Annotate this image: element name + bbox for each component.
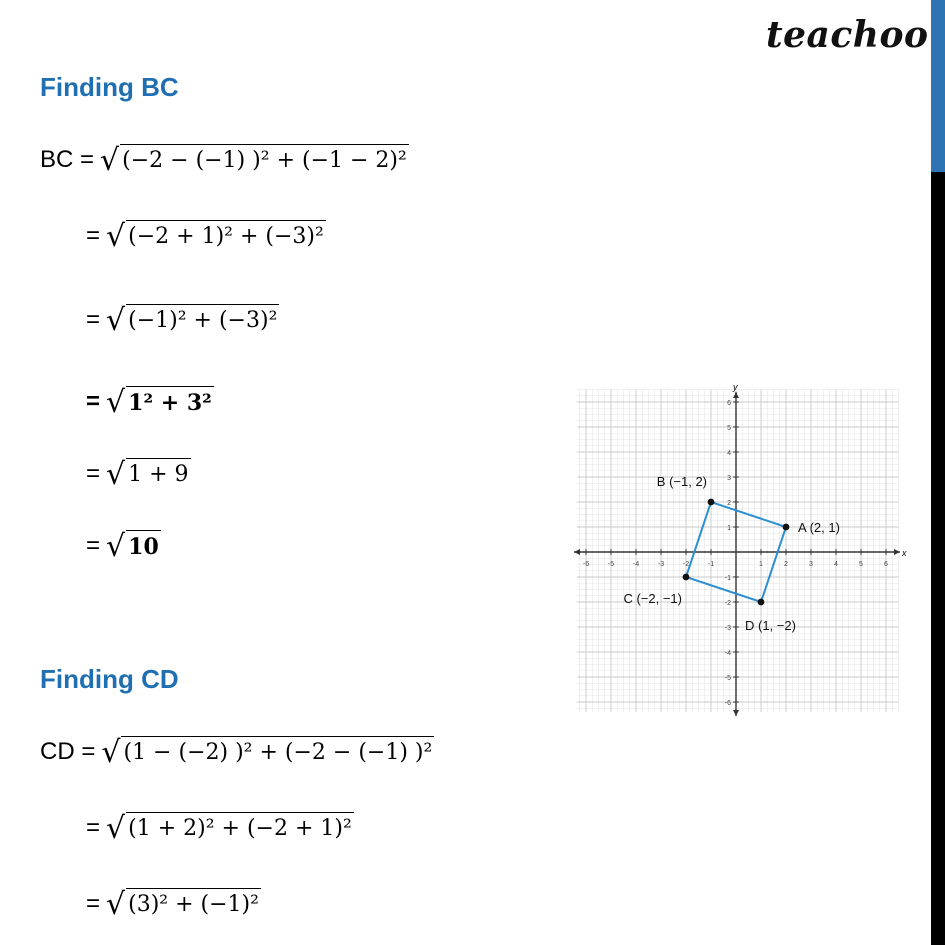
y-tick-label: -2 xyxy=(724,600,731,607)
y-axis-label: y xyxy=(733,382,738,392)
y-axis-arrow-down xyxy=(733,710,739,716)
bc-step-5: = √ 1 + 9 xyxy=(86,457,189,492)
sqrt: √ (3)² + (−1)² xyxy=(106,887,259,922)
sqrt: √ 𝟏² + 𝟑² xyxy=(106,385,212,420)
coordinate-graph xyxy=(570,382,910,722)
x-tick-label: -5 xyxy=(607,561,615,568)
sqrt: √ (1 + 2)² + (−2 + 1)² xyxy=(106,811,352,846)
x-tick-label: -2 xyxy=(682,561,690,568)
cd-step-2: = √ (1 + 2)² + (−2 + 1)² xyxy=(86,811,352,846)
y-tick-label: 6 xyxy=(727,400,731,407)
bc-step-1 xyxy=(40,142,409,177)
sqrt: √ (1 − (−2) )² + (−2 − (−1) )² xyxy=(101,735,433,770)
y-tick-label: -6 xyxy=(724,700,731,707)
y-tick-label: -3 xyxy=(724,625,731,632)
x-tick-label: -4 xyxy=(632,561,640,568)
y-tick-label: 4 xyxy=(727,450,731,457)
x-tick-label: 1 xyxy=(759,561,763,568)
cd-step-1 xyxy=(40,734,434,769)
heading-finding-bc: Finding BC xyxy=(40,72,179,102)
x-tick-label: 5 xyxy=(859,561,863,568)
x-tick-label: -6 xyxy=(582,561,590,568)
x-tick-label: 3 xyxy=(809,561,813,568)
cd-label: CD = xyxy=(40,738,96,765)
point-B xyxy=(708,499,715,506)
bc-label: BC = xyxy=(40,146,95,173)
bc-step-3: = √ (−1)² + (−3)² xyxy=(86,303,278,338)
x-tick-label: -1 xyxy=(707,561,715,568)
sqrt: √ 1 + 9 xyxy=(106,457,189,492)
x-tick-label: 6 xyxy=(884,561,888,568)
y-tick-label: -4 xyxy=(724,650,731,657)
cd-step-3: = √ (3)² + (−1)² xyxy=(86,887,259,922)
point-A xyxy=(783,524,790,531)
y-tick-label: 3 xyxy=(727,475,731,482)
scroll-thumb[interactable] xyxy=(931,0,945,172)
y-tick-label: 1 xyxy=(727,525,731,532)
sqrt: √ (−2 + 1)² + (−3)² xyxy=(106,219,324,254)
heading-finding-cd: Finding CD xyxy=(40,664,179,694)
x-tick-label: 4 xyxy=(834,561,838,568)
sqrt: √ 𝟏𝟎 xyxy=(106,529,159,564)
point-C xyxy=(683,574,690,581)
y-tick-label: -1 xyxy=(724,575,731,582)
graph-background xyxy=(577,390,899,713)
point-label-C: C (−2, −1) xyxy=(623,591,682,606)
y-tick-label: 5 xyxy=(727,425,731,432)
teachoo-logo: teachoo xyxy=(766,14,929,56)
x-tick-label: 2 xyxy=(784,561,788,568)
point-label-B: B (−1, 2) xyxy=(656,474,707,489)
y-tick-label: 2 xyxy=(727,500,731,507)
point-D xyxy=(758,599,765,606)
bc-step-2: = √ (−2 + 1)² + (−3)² xyxy=(86,219,324,254)
sqrt: √ (−2 − (−1) )² + (−1 − 2)² xyxy=(100,143,407,178)
bc-step-6: = √ 𝟏𝟎 xyxy=(86,529,159,564)
point-label-A: A (2, 1) xyxy=(798,520,840,535)
bc-step-4: = √ 𝟏² + 𝟑² xyxy=(86,385,212,420)
x-axis-label: x xyxy=(902,548,907,558)
point-label-D: D (1, −2) xyxy=(745,618,796,633)
y-tick-label: -5 xyxy=(724,675,731,682)
sqrt: √ (−1)² + (−3)² xyxy=(106,303,278,338)
x-tick-label: -3 xyxy=(657,561,665,568)
